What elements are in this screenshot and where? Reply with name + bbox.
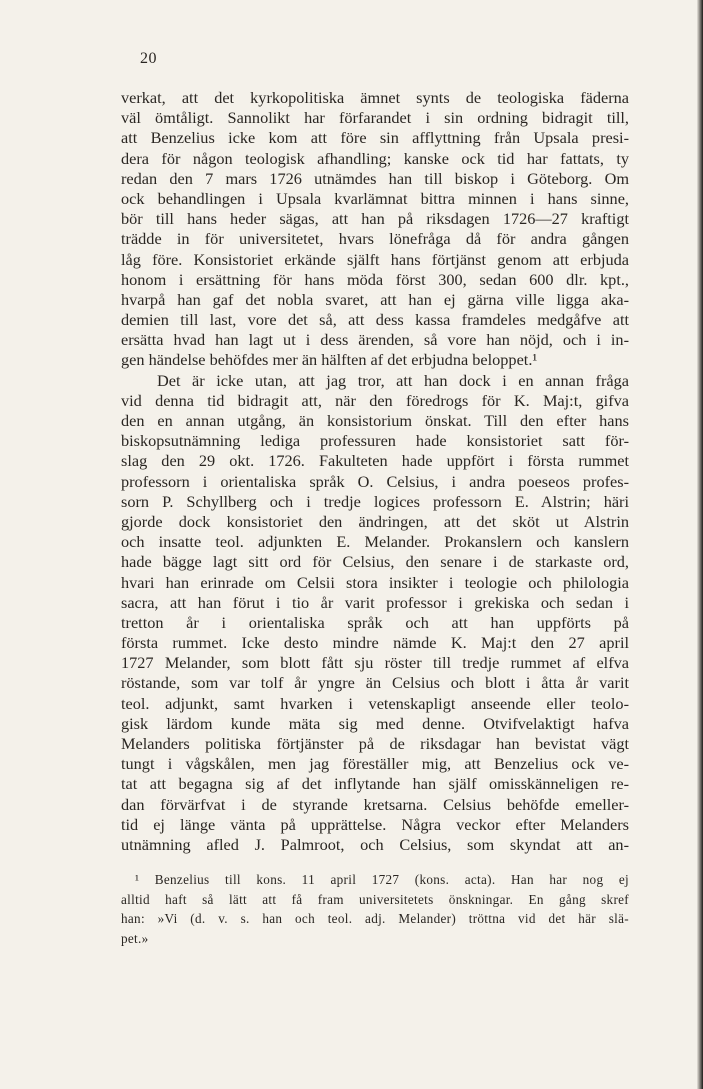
page-number: 20: [140, 50, 157, 67]
text-line: tid ej länge vänta på upprättelse. Några veckor efter Melanders: [121, 814, 629, 834]
text-line: gen händelse behöfdes mer än hälften af det erbjudna beloppet.¹: [121, 350, 538, 370]
footnotes: [121, 870, 629, 948]
page-edge: [697, 0, 703, 1089]
text-line: tungt i vågskålen, men jag föreställer mig, att Benzelius ock ve-: [121, 754, 629, 774]
text-line: hade bägge lagt sitt ord för Celsius, den senare i de starkaste ord,: [121, 552, 629, 572]
text-line: trädde in för universitetet, hvars lönefråga då för andra gången: [121, 229, 629, 249]
text-line: vid denna tid bidragit att, när den föredrogs för K. Maj:t, gifva: [121, 390, 629, 410]
text-line: hvari han erinrade om Celsii stora insikter i teologie och philologia: [121, 572, 629, 592]
text-line: första rummet. Icke desto mindre nämde K. Maj:t den 27 april: [121, 633, 629, 653]
text-line: slag den 29 okt. 1726. Fakulteten hade uppfört i första rummet: [121, 451, 629, 471]
text-line: dan förvärfvat i de styrande kretsarna. Celsius behöfde emeller-: [121, 794, 629, 814]
text-line: väl ömtåligt. Sannolikt har förfarandet i sin ordning bidragit till,: [121, 108, 629, 128]
text-line: sorn P. Schyllberg och i tredje logices professorn E. Alstrin; häri: [121, 491, 629, 511]
text-line: professorn i orientaliska språk O. Celsius, i andra poeseos profes-: [121, 471, 629, 491]
text-line: Melanders politiska förtjänster på de riksdagar han bevistat vägt: [121, 734, 629, 753]
footnote-line: alltid haft så lätt att få fram universitetets önskningar. En gång skref: [121, 891, 629, 907]
text-line: verkat, att det kyrkopolitiska ämnet synts de teologiska fäderna: [121, 88, 629, 107]
text-line: bör till hans heder sägas, att han på riksdagen 1726—27 kraftigt: [121, 209, 629, 229]
text-line: hvarpå han gaf det nobla svaret, att han ej gärna ville ligga aka-: [121, 289, 629, 309]
text-line: den en annan utgång, än konsistorium önskat. Till den efter hans: [121, 411, 629, 430]
text-line: ersätta hvad han lagt ut i dess ärenden, så vore han nöjd, och i in-: [121, 330, 629, 350]
text-line: 1727 Melander, som blott fått sju röster till tredje rummet af elfva: [121, 653, 629, 673]
text-line: gisk lärdom kunde mäta sig med denne. Otvifvelaktigt hafva: [121, 713, 629, 733]
text-line: utnämning afled J. Palmroot, och Celsius, som skyndat att an-: [121, 834, 629, 854]
text-line: ock behandlingen i Upsala kvarlämnat bittra minnen i hans sinne,: [121, 188, 629, 208]
body-text: [121, 88, 629, 855]
text-line: låg före. Konsistoriet erkände själft hans förtjänst genom att erbjuda: [121, 249, 629, 269]
paragraph-start-line: Det är icke utan, att jag tror, att han dock i en annan fråga: [157, 370, 629, 390]
text-line: tretton år i orientaliska språk och att han uppförts på: [121, 612, 629, 632]
text-line: demien till last, vore det så, att dess kassa framdeles medgåfve att: [121, 310, 629, 330]
text-line: teol. adjunkt, samt hvarken i vetenskapligt anseende eller teolo-: [121, 693, 629, 713]
text-line: honom i ersättning för hans möda först 300, sedan 600 dlr. kpt.,: [121, 269, 629, 289]
text-line: att Benzelius icke kom att före sin afflyttning från Upsala presi-: [121, 128, 629, 148]
text-line: sacra, att han förut i tio år varit professor i grekiska och sedan i: [121, 592, 629, 612]
text-line: röstande, som var tolf år yngre än Celsius och blott i åtta år varit: [121, 673, 629, 693]
text-line: och insatte teol. adjunkten E. Melander. Prokanslern och kanslern: [121, 532, 629, 552]
text-line: gjorde dock konsistoriet den ändringen, att det sköt ut Alstrin: [121, 511, 629, 531]
footnote-line: han: »Vi (d. v. s. han och teol. adj. Melander) tröttna vid det här slä-: [121, 911, 629, 926]
text-line: redan den 7 mars 1726 utnämdes han till biskop i Göteborg. Om: [121, 168, 629, 188]
footnote-line: pet.»: [121, 930, 149, 946]
footnote-line: ¹ Benzelius till kons. 11 april 1727 (kons. acta). Han har nog ej: [135, 872, 629, 887]
text-line: tat att begagna sig af det inflytande han själf omisskänneligen re-: [121, 774, 629, 794]
text-line: biskopsutnämning lediga professuren hade konsistoriet satt för-: [121, 431, 629, 451]
text-line: dera för någon teologisk afhandling; kanske ock tid har fattats, ty: [121, 148, 629, 168]
